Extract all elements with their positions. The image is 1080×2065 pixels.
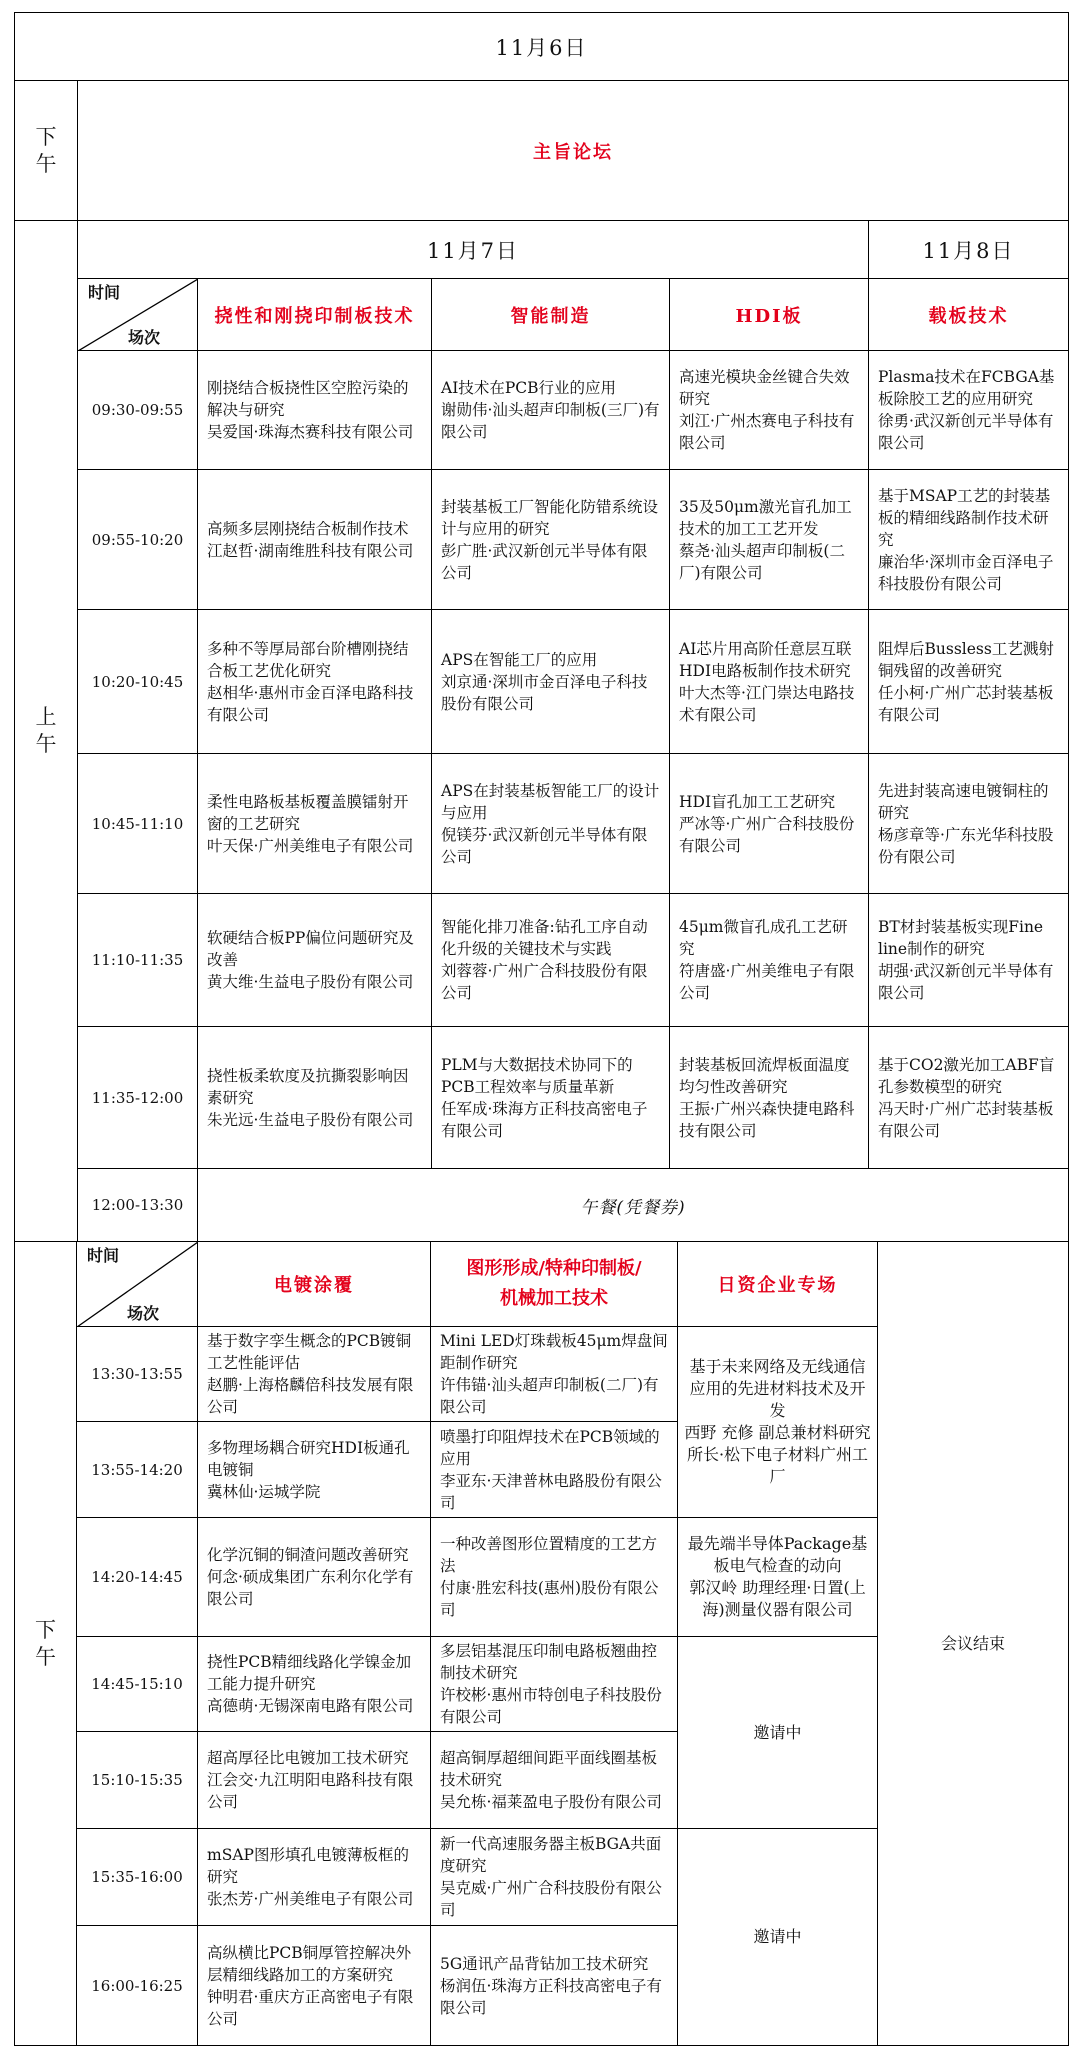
talk-cell: 高纵横比PCB铜厚管控解决外层精细线路加工的方案研究 钟明君·重庆方正高密电子有限公司 xyxy=(198,1926,431,2046)
talk-cell: HDI盲孔加工工艺研究 严冰等·广州广合科技股份有限公司 xyxy=(670,754,869,894)
talk-cell: 5G通讯产品背钻加工技术研究 杨润伍·珠海方正科技高密电子有限公司 xyxy=(431,1926,678,2046)
track-flex-rigid: 挠性和刚挠印制板技术 xyxy=(198,279,432,351)
talk-cell: AI技术在PCB行业的应用 谢勋伟·汕头超声印制板(三厂)有限公司 xyxy=(432,351,670,470)
talk-cell: 超高厚径比电镀加工技术研究 江会交·九江明阳电路科技有限公司 xyxy=(198,1732,431,1829)
jp-session-2: 最先端半导体Package基板电气检查的动向 郭汉岭 助理经理·日置(上海)测量仪器有限公司 xyxy=(678,1518,878,1637)
talk-cell: 多种不等厚局部台阶槽刚挠结合板工艺优化研究 赵相华·惠州市金百泽电路科技有限公司 xyxy=(198,610,432,754)
track-imaging-special: 图形形成/特种印制板/ 机械加工技术 xyxy=(431,1242,678,1327)
time-slot: 09:55-10:20 xyxy=(78,470,198,610)
talk-cell: 基于CO2激光加工ABF盲孔参数模型的研究 冯天时·广州广芯封装基板有限公司 xyxy=(869,1027,1069,1169)
time-slot: 15:10-15:35 xyxy=(77,1732,198,1829)
table-row xyxy=(15,351,1069,470)
time-slot: 13:30-13:55 xyxy=(77,1327,198,1422)
header-time: 时间 xyxy=(87,1246,120,1265)
schedule-table-morning xyxy=(14,12,1069,1242)
talk-cell: 新一代高速服务器主板BGA共面度研究 吴克威·广州广合科技股份有限公司 xyxy=(431,1829,678,1926)
track-hdi: HDI板 xyxy=(670,279,869,351)
period-afternoon: 下午 xyxy=(15,1242,77,2046)
talk-cell: 柔性电路板基板覆盖膜镭射开窗的工艺研究 叶天保·广州美维电子有限公司 xyxy=(198,754,432,894)
talk-cell: APS在智能工厂的应用 刘京通·深圳市金百泽电子科技股份有限公司 xyxy=(432,610,670,754)
talk-cell: 超高铜厚超细间距平面线圈基板技术研究 吴允栋·福莱盈电子股份有限公司 xyxy=(431,1732,678,1829)
track-plating: 电镀涂覆 xyxy=(198,1242,431,1327)
time-slot: 09:30-09:55 xyxy=(78,351,198,470)
lunch-label: 午餐(凭餐券) xyxy=(198,1169,1069,1242)
time-slot: 14:45-15:10 xyxy=(77,1637,198,1732)
talk-cell: 基于数字孪生概念的PCB镀铜工艺性能评估 赵鹏·上海格麟倍科技发展有限公司 xyxy=(198,1327,431,1422)
time-slot: 15:35-16:00 xyxy=(77,1829,198,1926)
talk-cell: Plasma技术在FCBGA基板除胶工艺的应用研究 徐勇·武汉新创元半导体有限公司 xyxy=(869,351,1069,470)
lunch-time: 12:00-13:30 xyxy=(78,1169,198,1242)
talk-cell: 封装基板回流焊板面温度均匀性改善研究 王振·广州兴森快捷电路科技有限公司 xyxy=(670,1027,869,1169)
period-afternoon-nov6: 下午 xyxy=(15,81,78,221)
talk-cell: Mini LED灯珠载板45μm焊盘间距制作研究 许伟锚·汕头超声印制板(二厂)有限公司 xyxy=(431,1327,678,1422)
talk-cell: 45μm微盲孔成孔工艺研究 符唐盛·广州美维电子有限公司 xyxy=(670,894,869,1027)
table-row xyxy=(15,1027,1069,1169)
talk-cell: 喷墨打印阻焊技术在PCB领域的应用 李亚东·天津普林电路股份有限公司 xyxy=(431,1422,678,1518)
talk-cell: AI芯片用高阶任意层互联HDI电路板制作技术研究 叶大杰等·江门崇达电路技术有限公司 xyxy=(670,610,869,754)
schedule-table-afternoon xyxy=(14,1241,1069,2046)
talk-cell: 先进封装高速电镀铜柱的研究 杨彦章等·广东光华科技股份有限公司 xyxy=(869,754,1069,894)
track-smart-manufacturing: 智能制造 xyxy=(432,279,670,351)
time-slot: 11:10-11:35 xyxy=(78,894,198,1027)
track-substrate: 载板技术 xyxy=(869,279,1069,351)
keynote-forum: 主旨论坛 xyxy=(78,81,1069,221)
track-japanese-enterprises: 日资企业专场 xyxy=(678,1242,878,1327)
talk-cell: 多层铝基混压印制电路板翘曲控制技术研究 许校彬·惠州市特创电子科技股份有限公司 xyxy=(431,1637,678,1732)
header-session: 场次 xyxy=(127,1304,160,1323)
talk-cell: PLM与大数据技术协同下的PCB工程效率与质量革新 任军成·珠海方正科技高密电子有限公司 xyxy=(432,1027,670,1169)
talk-cell: 挠性板柔软度及抗撕裂影响因素研究 朱光远·生益电子股份有限公司 xyxy=(198,1027,432,1169)
talk-cell: 基于MSAP工艺的封装基板的精细线路制作技术研究 廉治华·深圳市金百泽电子科技股份有限公司 xyxy=(869,470,1069,610)
time-slot: 10:45-11:10 xyxy=(78,754,198,894)
time-slot: 13:55-14:20 xyxy=(77,1422,198,1518)
jp-session-1: 基于未来网络及无线通信应用的先进材料技术及开发 西野 充修 副总兼材料研究所长·松下电子材料广州工厂 xyxy=(678,1327,878,1518)
talk-cell: BT材封装基板实现Fine line制作的研究 胡强·武汉新创元半导体有限公司 xyxy=(869,894,1069,1027)
talk-cell: 刚挠结合板挠性区空腔污染的解决与研究 吴爱国·珠海杰赛科技有限公司 xyxy=(198,351,432,470)
talk-cell: 智能化排刀准备:钻孔工序自动化升级的关键技术与实践 刘蓉蓉·广州广合科技股份有限公司 xyxy=(432,894,670,1027)
talk-cell: 高速光模块金丝键合失效研究 刘江·广州杰赛电子科技有限公司 xyxy=(670,351,869,470)
time-session-header xyxy=(78,279,198,351)
table-row xyxy=(15,754,1069,894)
meeting-end: 会议结束 xyxy=(878,1242,1069,2046)
jp-session-3: 邀请中 xyxy=(678,1637,878,1829)
time-session-header xyxy=(77,1242,198,1327)
time-slot: 16:00-16:25 xyxy=(77,1926,198,2046)
talk-cell: 35及50μm激光盲孔加工技术的加工工艺开发 蔡尧·汕头超声印制板(二厂)有限公司 xyxy=(670,470,869,610)
jp-session-4: 邀请中 xyxy=(678,1829,878,2046)
talk-cell: APS在封装基板智能工厂的设计与应用 倪镁芬·武汉新创元半导体有限公司 xyxy=(432,754,670,894)
talk-cell: 一种改善图形位置精度的工艺方法 付康·胜宏科技(惠州)股份有限公司 xyxy=(431,1518,678,1637)
talk-cell: 多物理场耦合研究HDI板通孔电镀铜 冀林仙·运城学院 xyxy=(198,1422,431,1518)
header-session: 场次 xyxy=(128,328,161,347)
talk-cell: mSAP图形填孔电镀薄板框的研究 张杰芳·广州美维电子有限公司 xyxy=(198,1829,431,1926)
table-row xyxy=(15,894,1069,1027)
date-nov6: 11月6日 xyxy=(15,13,1069,81)
talk-cell: 高频多层刚挠结合板制作技术 江赵哲·湖南维胜科技有限公司 xyxy=(198,470,432,610)
date-nov7: 11月7日 xyxy=(78,221,869,279)
talk-cell: 化学沉铜的铜渣问题改善研究 何念·硕成集团广东利尔化学有限公司 xyxy=(198,1518,431,1637)
time-slot: 10:20-10:45 xyxy=(78,610,198,754)
table-row xyxy=(15,470,1069,610)
date-nov8: 11月8日 xyxy=(869,221,1069,279)
talk-cell: 封装基板工厂智能化防错系统设计与应用的研究 彭广胜·武汉新创元半导体有限公司 xyxy=(432,470,670,610)
talk-cell: 挠性PCB精细线路化学镍金加工能力提升研究 高德萌·无锡深南电路有限公司 xyxy=(198,1637,431,1732)
talk-cell: 阻焊后Bussless工艺溅射铜残留的改善研究 任小柯·广州广芯封装基板有限公司 xyxy=(869,610,1069,754)
header-time: 时间 xyxy=(88,283,121,302)
time-slot: 14:20-14:45 xyxy=(77,1518,198,1637)
period-morning: 上午 xyxy=(15,221,78,1242)
table-row xyxy=(15,610,1069,754)
talk-cell: 软硬结合板PP偏位问题研究及改善 黄大维·生益电子股份有限公司 xyxy=(198,894,432,1027)
time-slot: 11:35-12:00 xyxy=(78,1027,198,1169)
